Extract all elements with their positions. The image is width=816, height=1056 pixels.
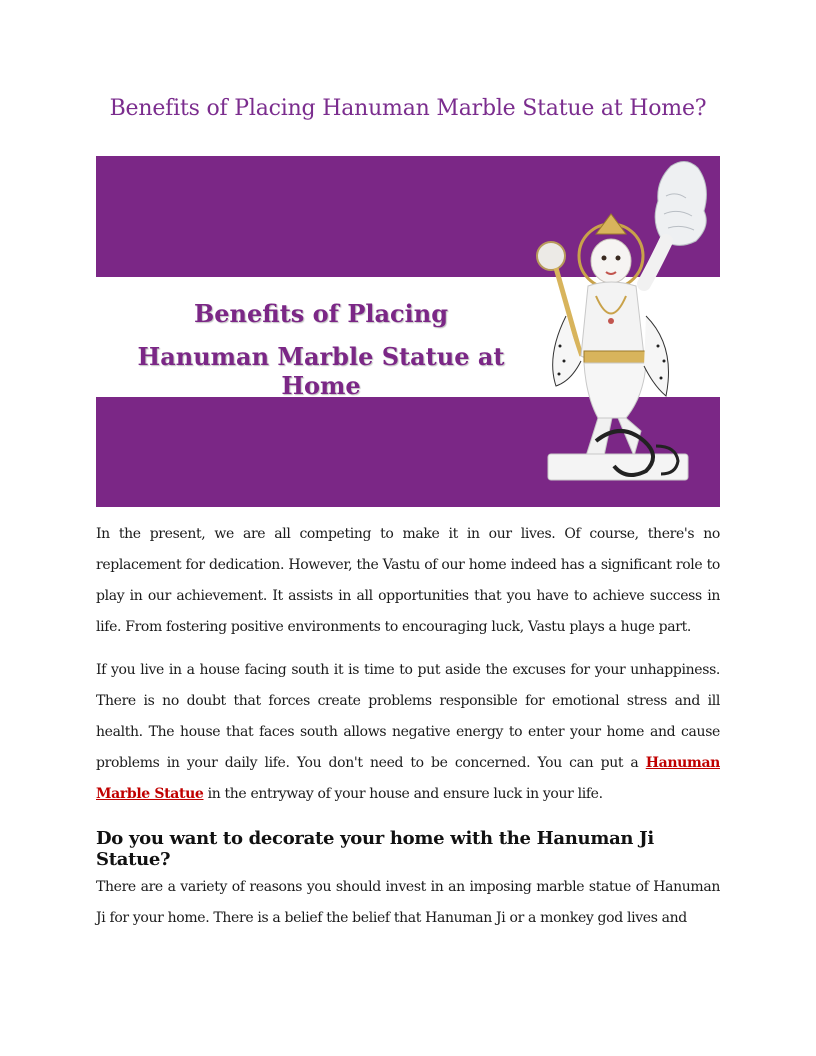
reasons-paragraph: There are a variety of reasons you should invest in an imposing marble statue of Hanuman Ji for your home. There is a belief the belief that Hanuman Ji or a monkey god lives and [96,879,720,926]
paragraph-text: in the entryway of your house and ensure luck in your life. [203,786,603,802]
hanuman-statue-image [526,156,720,507]
page-title: Benefits of Placing Hanuman Marble Statue at Home? [109,96,707,121]
banner-heading-line-1: Benefits of Placing [193,299,449,328]
hanuman-marble-statue-link[interactable]: Hanuman Marble Statue [96,755,720,802]
paragraph-text: If you live in a house facing south it is time to put aside the excuses for your unhappiness. There is no doubt that forces create problems responsible for emotional stress and ill health. The house that faces south allows negative energy to enter your home and cause problems in your daily life. You don't need to be concerned. You can put a [96,662,720,771]
banner-heading-line-2: Hanuman Marble Statue at Home [137,342,505,400]
intro-paragraph: In the present, we are all competing to make it in our lives. Of course, there's no replacement for dedication. However, the Vastu of our home indeed has a significant role to play in our achievement. It assists in all opportunities that you have to achieve success in life. From fostering positive environments to encouraging luck, Vastu plays a huge part. [96,526,720,635]
south-facing-paragraph [96,655,720,810]
banner-image [96,156,720,507]
section-heading: Do you want to decorate your home with the Hanuman Ji Statue? [96,828,654,870]
